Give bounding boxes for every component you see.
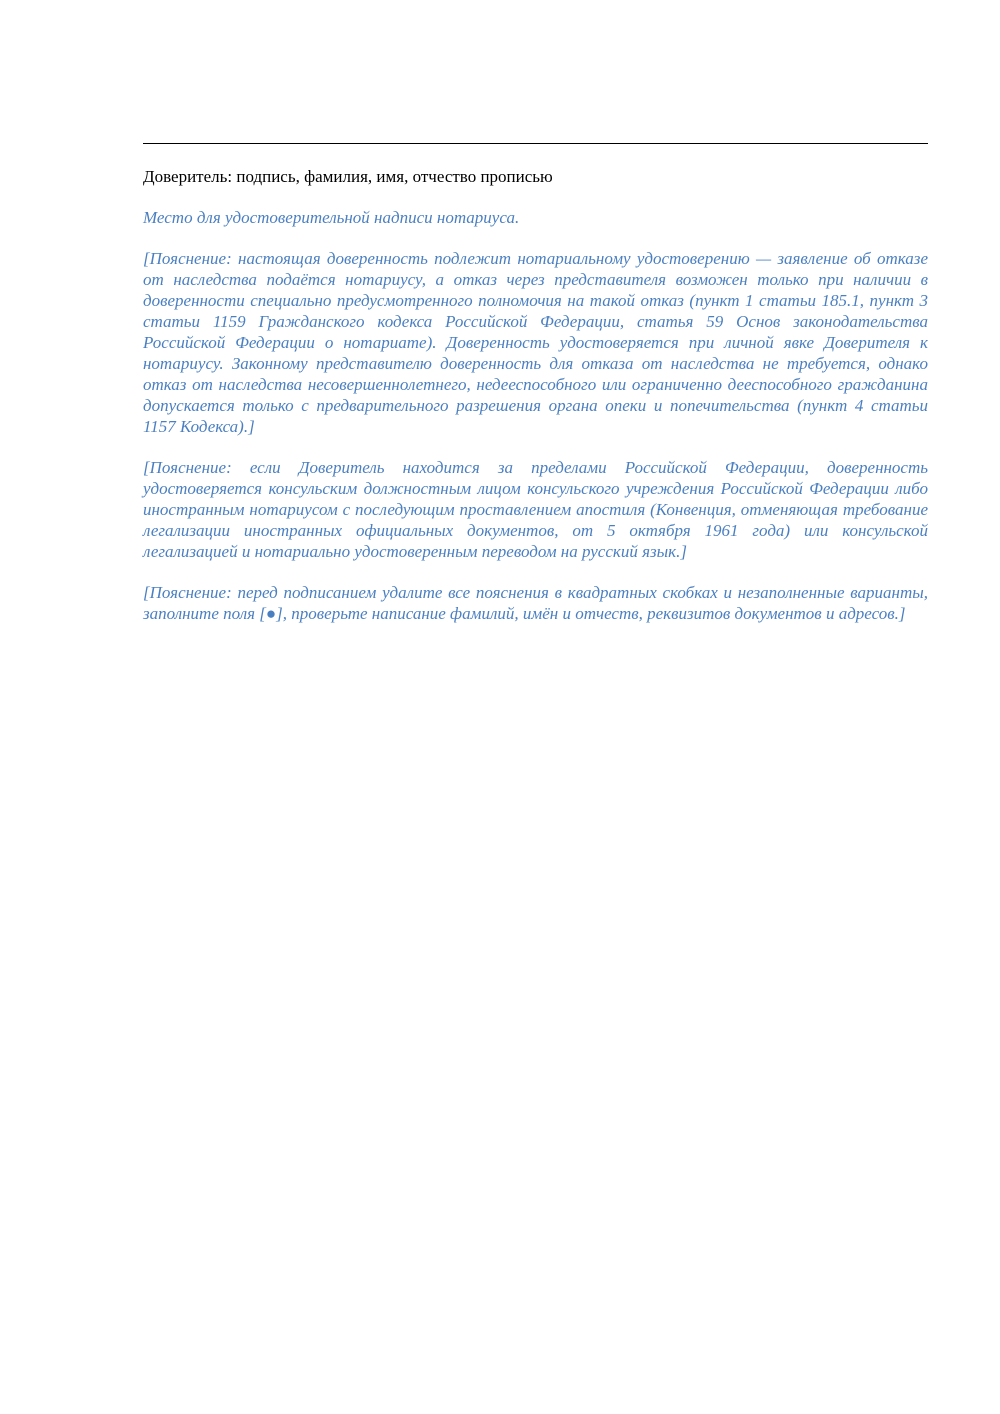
explanatory-note-abroad: [Пояснение: если Доверитель находится за пределами Российской Федерации, доверенность удостоверяется консульским должностным лицом консульского учреждения Российской Федерации либо иностранным нотариусом с последующим проставлением апостиля (Конвенция, отменяющая требование легализации иностранных официальных документов, от 5 октября 1961 года) или консульской легализацией и нотариально удостоверенным переводом на русский язык.] [143, 458, 928, 561]
document-content [143, 143, 928, 624]
explanatory-note-before-signing: [Пояснение: перед подписанием удалите все пояснения в квадратных скобках и незаполненные варианты, заполните поля [●], проверьте написание фамилий, имён и отчеств, реквизитов документов и адресов.] [143, 583, 928, 623]
explanatory-note-notarization: [Пояснение: настоящая доверенность подлежит нотариальному удостоверению — заявление об отказе от наследства подаётся нотариусу, а отказ через представителя возможен только при наличии в доверенности специально предусмотренного полномочия на такой отказ (пункт 1 статьи 185.1, пункт 3 статьи 1159 Гражданского кодекса Российской Федерации, статья 59 Основ законодательства Российской Федерации о нотариате). Доверенность удостоверяется при личной явке Доверителя к нотариусу. Законному представителю доверенность для отказа от наследства не требуется, однако отказ от наследства несовершеннолетнего, недееспособного или ограниченно дееспособного гражданина допускается только с предварительного разрешения органа опеки и попечительства (пункт 4 статьи 1157 Кодекса).] [143, 249, 928, 436]
notary-certification-placeholder: Место для удостоверительной надписи нотариуса. [143, 208, 520, 227]
signature-caption: Доверитель: подпись, фамилия, имя, отчество прописью [143, 167, 553, 186]
signature-line [143, 143, 928, 144]
